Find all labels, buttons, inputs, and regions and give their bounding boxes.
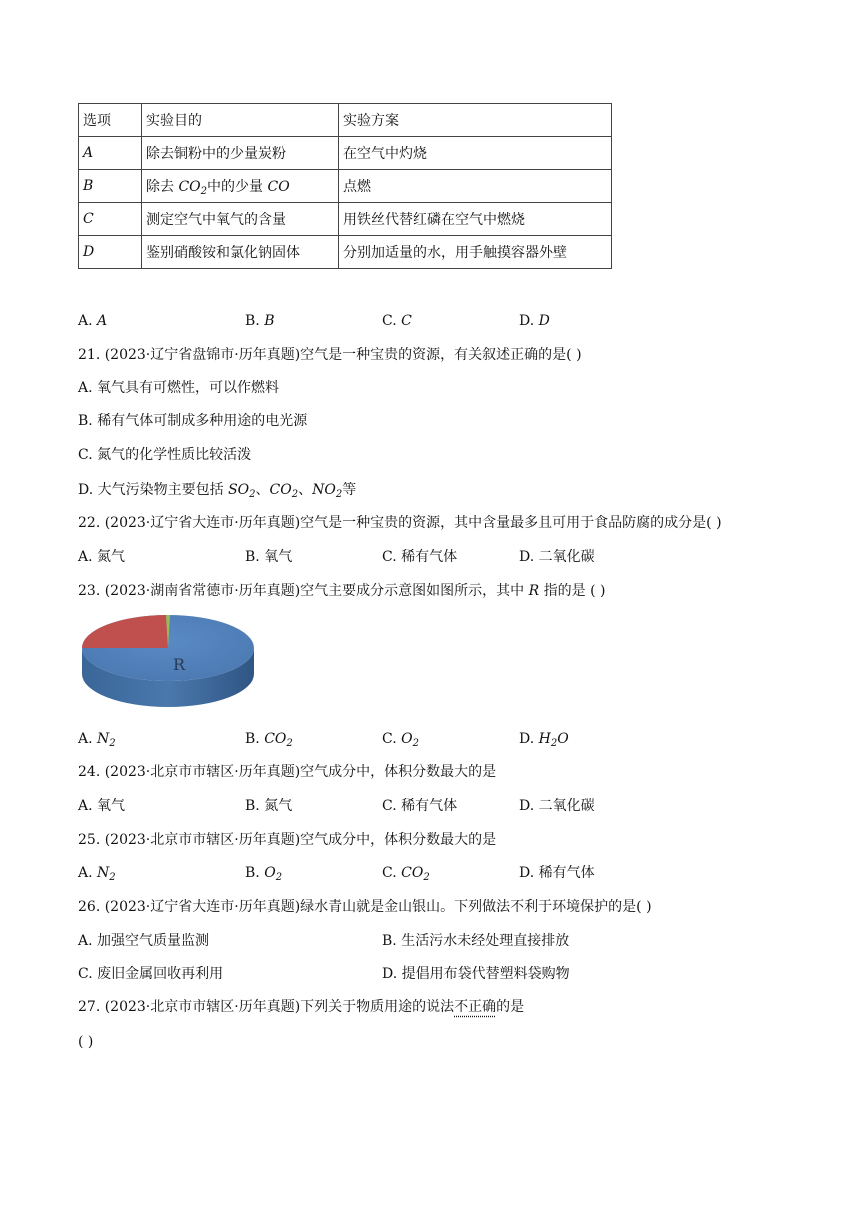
q23-option-d[interactable]: D. $H_2O$ <box>519 731 569 749</box>
q20-option-c[interactable]: C. C <box>382 313 412 329</box>
q23-option-a[interactable]: A. $N_2$ <box>78 731 116 749</box>
row-plan: 点燃 <box>339 170 612 203</box>
q24-option-d[interactable]: D. 二氧化碳 <box>519 798 595 814</box>
air-composition-pie-chart <box>80 612 260 712</box>
q24-option-a[interactable]: A. 氧气 <box>78 798 126 814</box>
row-plan: 分别加适量的水，用手触摸容器外壁 <box>339 236 612 269</box>
table-row <box>79 170 612 203</box>
row-purpose: 除去 $CO_2$中的少量 CO <box>142 170 339 203</box>
table-row <box>79 137 612 170</box>
q20-option-d[interactable]: D. D <box>519 313 550 329</box>
q22-option-c[interactable]: C. 稀有气体 <box>382 549 458 565</box>
table-row <box>79 236 612 269</box>
q21-option-c[interactable]: C. 氮气的化学性质比较活泼 <box>78 447 252 463</box>
q22-stem: 22. (2023·辽宁省大连市·历年真题)空气是一种宝贵的资源，其中含量最多且可用于食品防腐的成分是( ) <box>78 515 722 531</box>
row-plan: 用铁丝代替红磷在空气中燃烧 <box>339 203 612 236</box>
q24-option-c[interactable]: C. 稀有气体 <box>382 798 458 814</box>
row-purpose: 鉴别硝酸铵和氯化钠固体 <box>142 236 339 269</box>
row-option: D <box>79 236 142 269</box>
q22-option-a[interactable]: A. 氮气 <box>78 549 126 565</box>
q22-option-d[interactable]: D. 二氧化碳 <box>519 549 595 565</box>
header-plan: 实验方案 <box>339 104 612 137</box>
q26-option-a[interactable]: A. 加强空气质量监测 <box>78 933 210 949</box>
q26-stem: 26. (2023·辽宁省大连市·历年真题)绿水青山就是金山银山。下列做法不利于环境保护的是( ) <box>78 899 652 915</box>
row-option: B <box>79 170 142 203</box>
row-purpose: 测定空气中氧气的含量 <box>142 203 339 236</box>
q21-stem: 21. (2023·辽宁省盘锦市·历年真题)空气是一种宝贵的资源，有关叙述正确的是( ) <box>78 347 582 363</box>
q21-option-b[interactable]: B. 稀有气体可制成多种用途的电光源 <box>78 413 308 429</box>
q22-option-b[interactable]: B. 氧气 <box>245 549 293 565</box>
q23-option-c[interactable]: C. $O_2$ <box>382 731 419 749</box>
q26-option-c[interactable]: C. 废旧金属回收再利用 <box>78 966 224 982</box>
q23-option-b[interactable]: B. $CO_2$ <box>245 731 293 749</box>
row-plan: 在空气中灼烧 <box>339 137 612 170</box>
q27-emphasis: 不正确 <box>454 999 497 1015</box>
row-option: C <box>79 203 142 236</box>
q27-stem: 27. (2023·北京市市辖区·历年真题)下列关于物质用途的说法不正确的是 <box>78 999 525 1015</box>
q26-option-d[interactable]: D. 提倡用布袋代替塑料袋购物 <box>382 966 570 982</box>
q25-stem: 25. (2023·北京市市辖区·历年真题)空气成分中，体积分数最大的是 <box>78 832 497 848</box>
row-option: A <box>79 137 142 170</box>
q25-option-d[interactable]: D. 稀有气体 <box>519 865 595 881</box>
pie-slice-oxygen <box>82 615 168 648</box>
row-purpose: 除去铜粉中的少量炭粉 <box>142 137 339 170</box>
q26-option-b[interactable]: B. 生活污水未经处理直接排放 <box>382 933 570 949</box>
q20-option-b[interactable]: B. B <box>245 313 275 329</box>
header-option: 选项 <box>79 104 142 137</box>
table-header-row <box>79 104 612 137</box>
q23-stem: 23. (2023·湖南省常德市·历年真题)空气主要成分示意图如图所示，其中 R 指的是 ( ) <box>78 583 606 599</box>
q24-option-b[interactable]: B. 氮气 <box>245 798 293 814</box>
q21-option-a[interactable]: A. 氧气具有可燃性，可以作燃料 <box>78 380 280 396</box>
q20-option-a[interactable]: A. A <box>78 313 108 329</box>
header-purpose: 实验目的 <box>142 104 339 137</box>
pie-label-r: R <box>173 655 186 674</box>
q25-option-a[interactable]: A. $N_2$ <box>78 865 116 883</box>
q25-option-c[interactable]: C. $CO_2$ <box>382 865 430 883</box>
table-row <box>79 203 612 236</box>
q24-stem: 24. (2023·北京市市辖区·历年真题)空气成分中，体积分数最大的是 <box>78 764 497 780</box>
q21-option-d[interactable]: D. 大气污染物主要包括 $SO_2$、$CO_2$、$NO_2$等 <box>78 482 357 500</box>
q27-answer-paren: ( ) <box>78 1034 94 1050</box>
q25-option-b[interactable]: B. $O_2$ <box>245 865 283 883</box>
experiment-table <box>78 103 612 269</box>
